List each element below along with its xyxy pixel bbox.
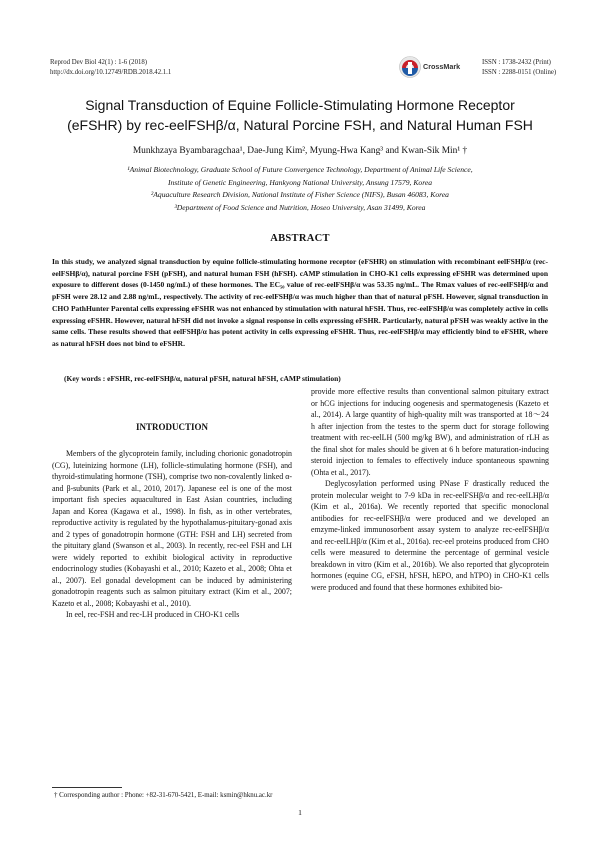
right-column <box>311 386 549 593</box>
paper-title <box>40 95 560 135</box>
body-paragraph: Members of the glycoprotein family, including chorionic gonadotropin (CG), luteinizing hormone (LH), follicle-stimulating hormone (FSH), and thyroid-stimulating hormone (TSH), comprise two non-covalently linked α- and β-subunits (Park et al., 2010, 2017). Japanese eel is one of the most important fish species aquacultured in East Asian countries, including Japan and Korea (Kagawa et al., 1998). In fish, as in other vertebrates, reproductive activity is regulated by the hypothalamus-pituitary-gonad axis and 2 types of gonadotropin hormone (GTH: FSH and LH) secreted from the pituitary gland (Swanson et al., 2003). In recently, rec-eel FSH and LH were widely reported to exhibit biological activity in reproductive endocrinology studies (Kobayashi et al., 2010; Kazeto et al., 2008; Ohta et al., 2007). Eel gonadal development can be induced by administering gonadotropin reagents such as salmon pituitary extract (Kim et al., 2007; Kazeto et al., 2008; Kobayashi et al., 2010). <box>52 449 292 608</box>
journal-header <box>50 58 171 78</box>
author-list: Munkhzaya Byambaragchaa¹, Dae-Jung Kim², Myung-Hwa Kang³ and Kwan-Sik Min¹ † <box>132 146 468 156</box>
abstract-body: In this study, we analyzed signal transduction by equine follicle-stimulating hormone receptor (eFSHR) on stimulation with recombinant eelFSHβ/α (rec-eelFSHβ/α), natural porcine FSH (pFSH), and natural human FSH (hFSH). cAMP stimulation in CHO-K1 cells expressing eFSHR was determined upon exposure to different doses (0-1450 ng/mL) of these hormones. The EC₅₀ value of rec-eelFSHβ/α was 53.35 ng/mL. The Rmax values of rec-eelFSHβ/α and pFSH were 28.12 and 2.88 ng/mL, respectively. The activity of rec-eelFSHβ/α was much higher than that of natural pFSH. However, signal transduction in CHO PathHunter Parental cells expressing eFSHR was not enhanced by stimulation with natural hFSH. Thus, rec-eelFSHβ/α was completely active in cells expressing eFSHR. However, natural hFSH did not invoke a signal response in cells expressing eFSHR. Particularly, natural pFSH was weakly active in the same cells. These results showed that eelFSHβ/α has potent activity in cells expressing eFSHR. Thus, rec-eelFSHβ/α may efficiently bind to eFSHR, where as natural hFSH does not bind to eFSHR. <box>52 257 548 348</box>
crossmark-badge[interactable] <box>399 56 469 78</box>
journal-citation: Reprod Dev Biol 42(1) : 1-6 (2018) <box>50 59 148 66</box>
corresponding-author-footnote: † Corresponding author : Phone: +82-31-670-5421, E-mail: ksmin@hknu.ac.kr <box>54 792 273 799</box>
left-column <box>52 422 292 621</box>
crossmark-logo-icon <box>399 56 421 78</box>
doi-link[interactable]: http://dx.doi.org/10.12749/RDB.2018.42.1.1 <box>50 69 172 76</box>
affiliation-line: ¹Animal Biotechnology, Graduate School of Future Convergence Technology, Department of Animal Life Science, <box>127 165 473 174</box>
affiliations <box>40 164 560 214</box>
affiliation-line: Institute of Genetic Engineering, Hankyong National University, Ansung 17579, Korea <box>167 177 433 187</box>
keywords: (Key words : eFSHR, rec-eelFSHβ/α, natural pFSH, natural hFSH, cAMP stimulation) <box>64 374 341 383</box>
body-paragraph: Deglycosylation performed using PNase F drastically reduced the protein molecular weight to 7-9 kDa in rec-eelFSHβ/α and rec-eelLHβ/α (Kim et al., 2016a). We recently reported that specific monoclonal antibodies for rec-eelFSHβ/α were produced and we developed an emzyme-linked immunosorbent assay system to analyze rec-eelFSHβ/α and rec-eelLHβ/α (Kim et al., 2016a). rec-eel proteins produced from CHO cells were measured to determine the percentage of germinal vesicle breakdown in vitro (Kim et al., 2016b). We also reported that glycoprotein hormones (equine CG, eFSH, hFSH, hEPO, and hTPO) in CHO-K1 cells were produced and found that these hormones exhibited bio- <box>311 479 549 592</box>
title-line-1: Signal Transduction of Equine Follicle-Stimulating Hormone Receptor <box>85 97 515 113</box>
title-line-2: (eFSHR) by rec-eelFSHβ/α, Natural Porcine FSH, and Natural Human FSH <box>67 117 533 133</box>
body-paragraph: provide more effective results than conventional salmon pituitary extract or hCG injections for inducing oogenesis and spermatogenesis (Kazeto et al., 2014). A large quantity of high-quality milt was transported at 18～24 h after injection from the testes to the sperm duct for storage following treatment with rec-eelLH (500 mg/kg BW), and administration of rLH as the final shot for males should be given at 6 h before maturation-inducing steroid injection to females to effectively induce spontaneous spawning (Ohta et al., 2017). <box>311 387 549 477</box>
footnote-divider <box>52 787 122 788</box>
issn-print: ISSN : 1738-2432 (Print) <box>482 59 551 66</box>
affiliation-line: ²Aquaculture Research Division, National Institute of Fisher Science (NIFS), Busan 46083, Korea <box>151 190 449 200</box>
issn-online: ISSN : 2288-0151 (Online) <box>482 69 557 76</box>
affiliation-line: ³Department of Food Science and Nutrition, Hoseo University, Asan 31499, Korea <box>174 202 426 212</box>
crossmark-label: CrossMark <box>423 62 461 71</box>
issn-block <box>482 58 556 78</box>
page-number: 1 <box>298 808 302 817</box>
body-paragraph: In eel, rec-FSH and rec-LH produced in CHO-K1 cells <box>66 610 240 619</box>
abstract-heading: ABSTRACT <box>270 233 330 244</box>
introduction-heading: INTRODUCTION <box>135 422 208 432</box>
